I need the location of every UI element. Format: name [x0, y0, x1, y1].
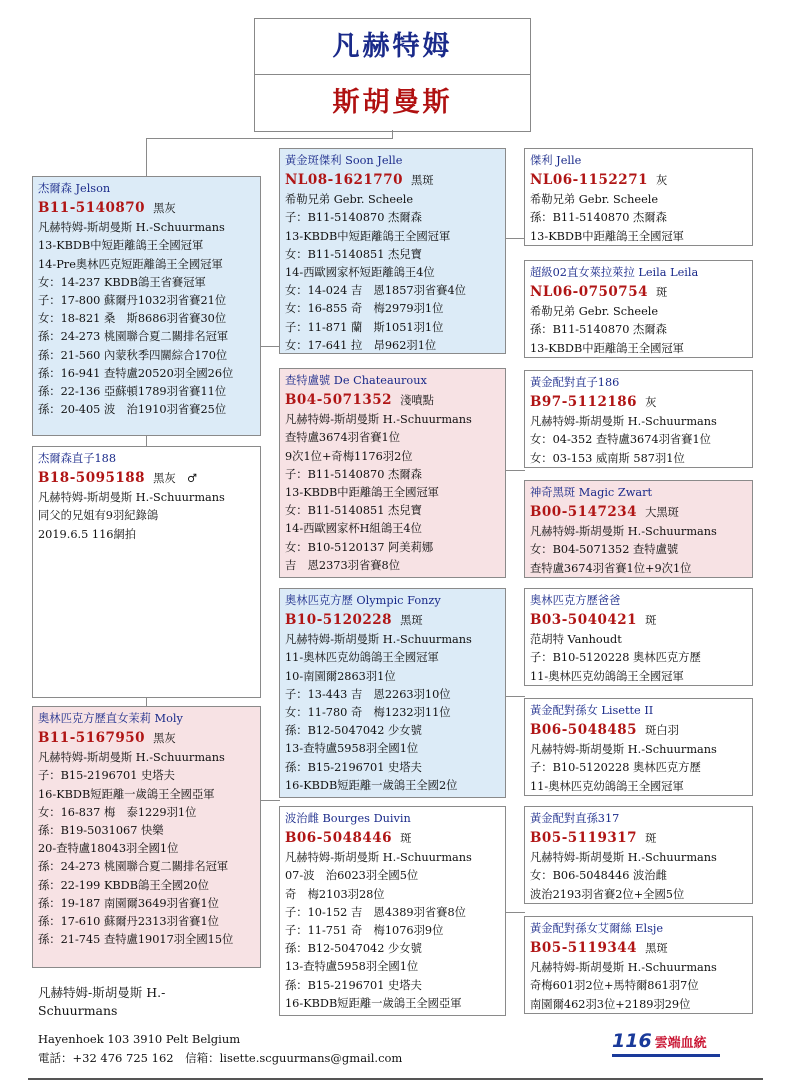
info-line: 16-KBDB短距離一歲鴿王全國2位	[285, 778, 458, 792]
info-line: 孫：17-610 蘇爾丹2313羽省賽1位	[38, 915, 219, 929]
logo-number: 116	[612, 1030, 652, 1052]
info-line: 14-Pre奧林匹克短距離鴿王全國冠軍	[38, 257, 223, 271]
owner-address: Hayenhoek 103 3910 Pelt Belgium	[38, 1032, 241, 1046]
info-lines	[530, 191, 747, 246]
bird-name: 杰爾森 Jelson	[38, 182, 111, 195]
info-line: 14-西歐國家杯短距離鴿王4位	[285, 266, 435, 280]
pedigree-ggp-8	[524, 916, 753, 1014]
bird-name: 黃金配對孫女 Lisette II	[530, 704, 654, 717]
info-line: 孫：24-273 桃園聯合夏二關排名冠軍	[38, 330, 229, 344]
color: 黑灰	[153, 732, 176, 746]
info-lines	[38, 219, 255, 419]
pedigree-ggp-1	[524, 148, 753, 246]
pedigree-sire	[32, 176, 261, 436]
pedigree-granddam-1	[279, 368, 506, 578]
info-line: 凡赫特姆-斯胡曼斯 H.-Schuurmans	[530, 743, 717, 757]
info-line: 孫：B11-5140870 杰爾森	[530, 323, 667, 337]
bird-name: 神奇黑斑 Magic Zwart	[530, 486, 653, 499]
bird-name: 黃金配對孫女艾爾絲 Elsje	[530, 922, 664, 935]
bird-name: 查特盧號 De Chateauroux	[285, 374, 427, 387]
info-line: 11-奧林匹克幼鴿鴿王全國冠軍	[530, 669, 684, 683]
info-line: 孫：22-136 亞蘇頓1789羽省賽11位	[38, 385, 227, 399]
logo-text: 雲端血統	[654, 1036, 707, 1051]
info-line: 孫：B12-5047042 少女號	[285, 942, 422, 956]
color: 斑	[645, 832, 657, 846]
color: 黑灰 ♂	[153, 472, 198, 486]
info-lines	[530, 413, 747, 468]
info-line: 孫：24-273 桃園聯合夏二關排名冠軍	[38, 860, 229, 874]
info-line: 凡赫特姆-斯胡曼斯 H.-Schuurmans	[530, 525, 717, 539]
info-line: 凡赫特姆-斯胡曼斯 H.-Schuurmans	[530, 415, 717, 429]
info-line: 女：B04-5071352 查特盧號	[530, 543, 679, 557]
info-line: 女：14-024 吉 恩1857羽省賽4位	[285, 284, 466, 298]
info-lines	[38, 489, 255, 544]
color: 大黑斑	[645, 506, 679, 520]
color: 灰	[655, 174, 668, 188]
info-line: 孫：B15-2196701 史塔夫	[285, 760, 422, 774]
info-line: 子：B15-2196701 史塔夫	[38, 769, 175, 783]
info-line: 孫：20-405 波 治1910羽省賽25位	[38, 403, 227, 417]
pedigree-title	[254, 18, 531, 132]
info-line: 11-奧林匹克幼鴿鴿王全國冠軍	[285, 651, 439, 665]
info-lines	[530, 849, 747, 904]
info-lines	[530, 523, 747, 578]
owner-contact: 電話：+32 476 725 162 信箱：lisette.scguurmans@gmail.com	[38, 1051, 403, 1065]
info-lines	[285, 849, 500, 1013]
ring-number: B05-5119344	[530, 940, 638, 957]
ring-number: B00-5147234	[530, 504, 638, 521]
info-line: 子：17-800 蘇爾丹1032羽省賽21位	[38, 294, 227, 308]
info-line: 子：13-443 吉 恩2263羽10位	[285, 687, 451, 701]
info-line: 凡赫特姆-斯胡曼斯 H.-Schuurmans	[530, 961, 717, 975]
info-line: 子：10-152 吉 恩4389羽省賽8位	[285, 905, 466, 919]
title-line-1: 凡赫特姆	[255, 19, 530, 75]
info-lines	[530, 303, 747, 358]
pedigree-granddam-2	[279, 806, 506, 1016]
color: 斑	[655, 286, 668, 300]
ring-number: NL06-0750754	[530, 284, 648, 301]
info-line: 查特盧3674羽省賽1位+9次1位	[530, 561, 692, 575]
bird-name: 杰爾森直子188	[38, 452, 117, 465]
info-line: 16-KBDB短距離一歲鴿王全國亞軍	[38, 787, 215, 801]
info-line: 孫：16-941 查特盧20520羽全國26位	[38, 366, 234, 380]
pedigree-subject	[32, 446, 261, 698]
info-line: 子：B11-5140870 杰爾森	[285, 467, 422, 481]
color: 斑白羽	[645, 724, 679, 738]
info-line: 凡赫特姆-斯胡曼斯 H.-Schuurmans	[38, 491, 225, 505]
color: 淺噴點	[400, 394, 434, 408]
bottom-divider	[28, 1078, 763, 1080]
bird-name: 奧林匹克方歷 Olympic Fonzy	[285, 594, 441, 607]
info-line: 女：16-855 奇 梅2979羽1位	[285, 302, 444, 316]
info-line: 凡赫特姆-斯胡曼斯 H.-Schuurmans	[38, 751, 225, 765]
info-line: 20-查特盧18043羽全國1位	[38, 842, 179, 856]
info-line: 13-查特盧5958羽全國1位	[285, 742, 419, 756]
ring-number: B03-5040421	[530, 612, 638, 629]
ring-number: B97-5112186	[530, 394, 638, 411]
info-line: 子：B11-5140870 杰爾森	[285, 211, 422, 225]
pedigree-ggp-5	[524, 588, 753, 686]
pedigree-ggp-4	[524, 480, 753, 578]
info-line: 范胡特 Vanhoudt	[530, 633, 622, 647]
info-line: 孫：21-745 查特盧19017羽全國15位	[38, 933, 234, 947]
info-line: 凡赫特姆-斯胡曼斯 H.-Schuurmans	[285, 413, 472, 427]
pedigree-grandsire-2	[279, 588, 506, 798]
owner-line-2: Schuurmans	[38, 1003, 118, 1018]
info-line: 11-奧林匹克幼鴿鴿王全國冠軍	[530, 779, 684, 793]
info-line: 奇梅601羽2位+馬特爾861羽7位	[530, 979, 699, 993]
bird-name: 波治雌 Bourges Duivin	[285, 812, 411, 825]
info-line: 13-KBDB中距離鴿王全國冠軍	[530, 229, 684, 243]
info-lines	[530, 741, 747, 796]
bird-name: 黃金斑傑利 Soon Jelle	[285, 154, 403, 167]
title-line-2: 斯胡曼斯	[332, 87, 453, 118]
info-line: 子：B10-5120228 奧林匹克方歷	[530, 651, 701, 665]
info-line: 孫：B19-5031067 快樂	[38, 824, 164, 838]
info-line: 女：11-780 奇 梅1232羽11位	[285, 706, 451, 720]
info-line: 9次1位+奇梅1176羽2位	[285, 449, 413, 463]
info-line: 女：18-821 桑 斯8686羽省賽30位	[38, 312, 227, 326]
bird-name: 超級02直女萊拉萊拉 Leila Leila	[530, 266, 699, 279]
info-line: 女：B11-5140851 杰兒寶	[285, 504, 422, 518]
info-line: 孫：19-187 南園爾3649羽省賽1位	[38, 896, 219, 910]
site-logo	[612, 1030, 722, 1058]
info-lines	[530, 959, 747, 1014]
info-line: 13-KBDB中距離鴿王全國冠軍	[530, 341, 684, 355]
info-line: 女：03-153 威南斯 587羽1位	[530, 451, 685, 465]
info-line: 子：11-871 蘭 斯1051羽1位	[285, 320, 444, 334]
ring-number: NL06-1152271	[530, 172, 648, 189]
pedigree-ggp-6	[524, 698, 753, 796]
info-line: 女：04-352 查特盧3674羽省賽1位	[530, 433, 711, 447]
info-lines	[530, 631, 747, 686]
bird-name: 奧林匹克方歷直女茉莉 Moly	[38, 712, 183, 725]
info-line: 同父的兄姐有9羽紀錄鴿	[38, 509, 159, 523]
color: 黑斑	[400, 614, 423, 628]
bird-name: 黃金配對直子186	[530, 376, 620, 389]
info-line: 凡赫特姆-斯胡曼斯 H.-Schuurmans	[38, 221, 225, 235]
ring-number: NL08-1621770	[285, 172, 403, 189]
color: 灰	[645, 396, 657, 410]
bird-name: 奧林匹克方歷爸爸	[530, 594, 621, 607]
info-line: 13-KBDB中短距離鴿王全國冠軍	[285, 229, 451, 243]
info-line: 孫：21-560 內蒙秋季四關綜合170位	[38, 348, 228, 362]
info-lines	[285, 191, 500, 354]
pedigree-ggp-2	[524, 260, 753, 358]
color: 斑	[645, 614, 657, 628]
info-line: 女：16-837 梅 泰1229羽1位	[38, 805, 197, 819]
info-line: 13-KBDB中短距離鴿王全國冠軍	[38, 239, 204, 253]
color: 黑灰	[153, 202, 176, 216]
info-line: 13-KBDB中距離鴿王全國冠軍	[285, 486, 439, 500]
info-line: 女：17-641 拉 昂962羽1位	[285, 338, 437, 352]
info-line: 凡赫特姆-斯胡曼斯 H.-Schuurmans	[530, 851, 717, 865]
info-lines	[38, 749, 255, 949]
ring-number: B05-5119317	[530, 830, 638, 847]
info-line: 查特盧3674羽省賽1位	[285, 431, 401, 445]
bird-name: 黃金配對直孫317	[530, 812, 620, 825]
ring-number: B18-5095188	[38, 470, 146, 487]
ring-number: B10-5120228	[285, 612, 393, 629]
ring-number: B06-5048485	[530, 722, 638, 739]
bird-name: 傑利 Jelle	[530, 154, 582, 167]
color: 黑斑	[410, 174, 434, 188]
info-line: 女：B11-5140851 杰兒寶	[285, 247, 422, 261]
info-line: 10-南園爾2863羽1位	[285, 669, 396, 683]
ring-number: B06-5048446	[285, 830, 393, 847]
info-lines	[285, 631, 500, 795]
info-line: 波治2193羽省賽2位+全國5位	[530, 887, 685, 901]
color: 斑	[400, 832, 412, 846]
owner-line-1: 凡赫特姆-斯胡曼斯 H.-	[38, 985, 166, 1000]
ring-number: B11-5140870	[38, 200, 146, 217]
info-line: 吉 恩2373羽省賽8位	[285, 558, 401, 572]
info-line: 奇 梅2103羽28位	[285, 887, 385, 901]
ring-number: B11-5167950	[38, 730, 146, 747]
info-line: 女：B10-5120137 阿美莉娜	[285, 540, 434, 554]
info-line: 子：B10-5120228 奧林匹克方歷	[530, 761, 701, 775]
info-line: 希勒兄弟 Gebr. Scheele	[530, 305, 659, 319]
info-line: 南園爾462羽3位+2189羽29位	[530, 997, 691, 1011]
info-line: 07-波 治6023羽全國5位	[285, 869, 419, 883]
info-line: 孫：B15-2196701 史塔夫	[285, 978, 422, 992]
info-line: 凡赫特姆-斯胡曼斯 H.-Schuurmans	[285, 633, 472, 647]
info-line: 孫：22-199 KBDB鴿王全國20位	[38, 878, 209, 892]
info-line: 女：B06-5048446 波治雌	[530, 869, 667, 883]
info-line: 13-查特盧5958羽全國1位	[285, 960, 419, 974]
info-line: 女：14-237 KBDB鴿王省賽冠軍	[38, 275, 206, 289]
info-line: 子：11-751 奇 梅1076羽9位	[285, 924, 444, 938]
info-line: 孫：B11-5140870 杰爾森	[530, 211, 667, 225]
owner-name	[38, 984, 165, 1020]
info-line: 16-KBDB短距離一歲鴿王全國亞軍	[285, 996, 462, 1010]
info-line: 希勒兄弟 Gebr. Scheele	[285, 193, 414, 207]
pedigree-ggp-3	[524, 370, 753, 468]
pedigree-dam	[32, 706, 261, 968]
info-line: 14-西歐國家杯H組鴿王4位	[285, 522, 422, 536]
info-line: 凡赫特姆-斯胡曼斯 H.-Schuurmans	[285, 851, 472, 865]
info-lines	[285, 411, 500, 575]
pedigree-grandsire-1	[279, 148, 506, 354]
info-line: 希勒兄弟 Gebr. Scheele	[530, 193, 659, 207]
color: 黑斑	[645, 942, 668, 956]
info-line: 2019.6.5 116網拍	[38, 527, 137, 541]
info-line: 孫：B12-5047042 少女號	[285, 724, 422, 738]
pedigree-ggp-7	[524, 806, 753, 904]
ring-number: B04-5071352	[285, 392, 393, 409]
